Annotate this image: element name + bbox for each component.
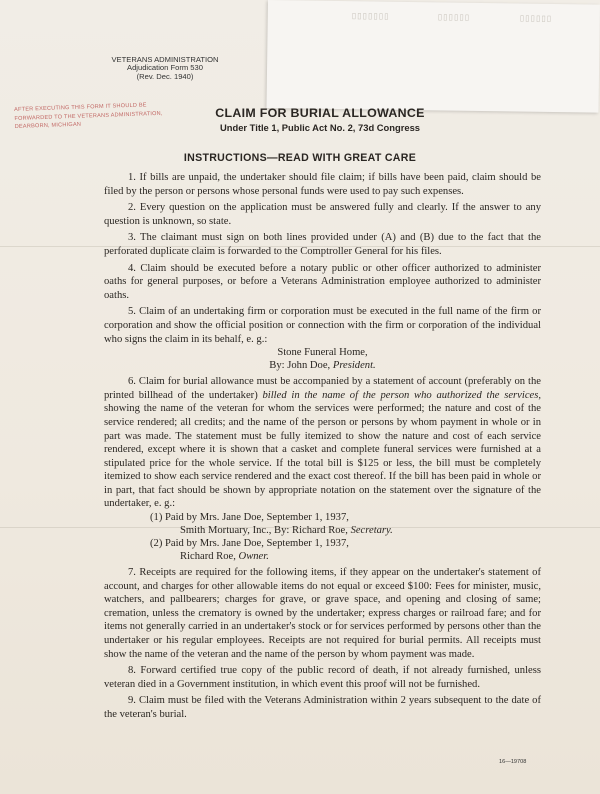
payment-example-1-line-2 [104, 524, 541, 537]
payment-example-2-line-2 [104, 550, 541, 563]
instruction-4: 4. Claim should be executed before a notary public or other officer authorized to administer oaths for general purposes, or before a Veterans Administration employee authorized to administer oaths. [104, 262, 541, 301]
stamp-line-3: DEARBORN, MICHIGAN [14, 121, 82, 131]
form-number: 16—19708 [499, 759, 527, 765]
instruction-7: 7. Receipts are required for the following items, if they appear on the undertaker's statement of account, and charges for other allowable items do not equal or exceed $100: Fees for minister, music, watchers, and pallbearers; charges for grave, or grave space, and opening and closing of same; cremation, unless the crematory is owned by the undertaker; express charges or railroad fare; and for items not generally carried in an undertaker's stock or for services performed by persons other than the undertaker or his regular employees. Receipts are not required for burial permits. All receipts must show the name of the veteran and the name of the person by whom payment was made. [104, 567, 541, 660]
bleed-through-mark: ▯▯▯▯▯▯ [437, 12, 471, 22]
stamp-line-1: AFTER EXECUTING THIS FORM IT SHOULD BE [14, 102, 147, 113]
agency-block [100, 56, 230, 81]
instruction-9: 9. Claim must be filed with the Veterans Administration within 2 years subsequent to the date of the veteran's burial. [104, 695, 541, 720]
stamp-line-2: FORWARDED TO THE VETERANS ADMINISTRATION, [14, 110, 163, 122]
document-title: CLAIM FOR BURIAL ALLOWANCE [215, 106, 425, 120]
instruction-2: 2. Every question on the application must be answered fully and clearly. If the answer to any question is unknown, so state. [104, 202, 541, 227]
example-signature-title: President. [332, 360, 376, 372]
form-designation: Adjudication Form 530 [127, 63, 203, 73]
payment-example-1-line-1: (1) Paid by Mrs. Jane Doe, September 1, 1937, [150, 512, 349, 524]
instruction-6-text-a: 6. Claim for burial allowance must be accompanied by a statement of account (preferably on the printed billhead of the undertaker) [104, 376, 541, 401]
instruction-1: 1. If bills are unpaid, the undertaker should file claim; if bills have been paid, claim should be filed by the person or persons whose personal funds were used to pay such expenses. [104, 172, 541, 197]
example-firm-name: Stone Funeral Home, [277, 347, 368, 359]
bleed-through-mark: ▯▯▯▯▯▯▯ [351, 11, 390, 21]
example-signature [104, 359, 541, 372]
document-subtitle: Under Title 1, Public Act No. 2, 73d Congress [219, 122, 421, 133]
instruction-3: 3. The claimant must sign on both lines provided under (A) and (B) due to the fact that the perforated duplicate claim is forwarded to the Comptroller General for his files. [104, 232, 541, 257]
bleed-through-mark: ▯▯▯▯▯▯ [519, 13, 553, 23]
payment-example-1-signer: Smith Mortuary, Inc., By: Richard Roe, [180, 525, 351, 537]
title-block [190, 106, 450, 133]
instruction-5: 5. Claim of an undertaking firm or corporation must be executed in the full name of the firm or corporation and show the official position or connection with the firm or corporation of the individual who signs the claim in its behalf, e. g.: [104, 306, 541, 345]
instruction-6-text-b: showing the name of the veteran for whom the services were performed; the nature and cost of the service rendered; all credits; and the name of the person or persons by whom payment in whole or in part was made. The statement must be fully itemized to show the nature and cost of each service rendered, except where it is shown that a casket and complete funeral services were furnished at a stipulated price for the whole service. If the total bill is $125 or less, the bill must be completely itemized to show each service rendered and the exact cost thereof. If the bill has been paid in whole or in part, that fact should be shown by appropriate notation on the statement over the signature of the undertaker, e. g.: [104, 403, 541, 510]
revision-date: (Rev. Dec. 1940) [136, 71, 194, 81]
payment-example-2-title: Owner. [238, 551, 269, 563]
agency-name: VETERANS ADMINISTRATION [111, 55, 219, 64]
instructions-heading: INSTRUCTIONS—READ WITH GREAT CARE [183, 152, 417, 164]
example-signature-text: By: John Doe, [269, 360, 333, 372]
instruction-8: 8. Forward certified true copy of the public record of death, if not already furnished, unless veteran died in a Government institution, in which event this proof will not be furnished. [104, 665, 541, 690]
instruction-6 [104, 375, 541, 511]
payment-example-1-title: Secretary. [350, 525, 393, 537]
instructions-body [104, 171, 541, 725]
payment-example-2-line-1: (2) Paid by Mrs. Jane Doe, September 1, 1937, [150, 538, 349, 550]
overlapping-sheet [266, 0, 599, 113]
instruction-6-italic: billed in the name of the person who authorized the services, [262, 389, 541, 401]
payment-example-2-signer: Richard Roe, [180, 551, 239, 563]
